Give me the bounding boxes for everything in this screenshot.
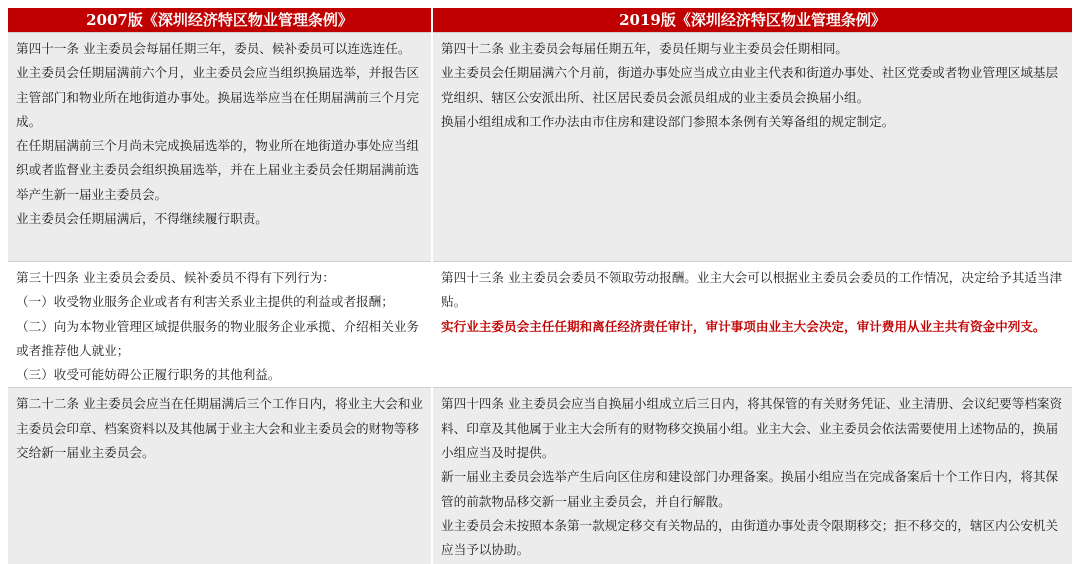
paragraph: 第四十一条 业主委员会每届任期三年，委员、候补委员可以连选连任。: [16, 41, 411, 56]
paragraph: 第四十二条 业主委员会每届任期五年，委员任期与业主委员会任期相同。: [441, 41, 849, 56]
paragraph: 业主委员会未按照本条第一款规定移交有关物品的，由街道办事处责令限期移交；拒不移交的，辖区内公安机关应当予以协助。: [441, 517, 1059, 558]
paragraph: 第四十三条 业主委员会委员不领取劳动报酬。业主大会可以根据业主委员会委员的工作情况，决定给予其适当津贴。: [441, 270, 1063, 310]
paragraph: 第四十四条 业主委员会应当自换届小组成立后三日内，将其保管的有关财务凭证、业主清册、会议纪要等档案资料、印章及其他属于业主大会所有的财物移交换届小组。业主大会、业主委员会依法需要使用上述物品的，换届小组应当及时提供。: [441, 396, 1063, 461]
cell-2019-compensation: [432, 262, 1072, 388]
paragraph: （一）收受物业服务企业或者有利害关系业主提供的利益或者报酬；: [16, 294, 394, 310]
header-2019-version: 2019版《深圳经济特区物业管理条例》: [432, 8, 1072, 33]
paragraph: 第二十二条 业主委员会应当在任期届满后三个工作日内，将业主大会和业主委员会印章、档案资料以及其他属于业主大会和业主委员会的财物等移交给新一届业主委员会。: [16, 396, 424, 461]
paragraph: 业主委员会任期届满前六个月，业主委员会应当组织换届选举，并报告区主管部门和物业所在地街道办事处。换届选举应当在任期届满前三个月完成。: [16, 65, 419, 129]
table-header-row: [8, 8, 1072, 33]
table-row: [8, 33, 1072, 262]
regulation-comparison-table: [8, 8, 1072, 564]
paragraph: （二）向为本物业管理区域提供服务的物业服务企业承揽、介绍相关业务或者推荐他人就业；: [16, 318, 419, 358]
cell-2007-term: [8, 33, 432, 262]
paragraph: 业主委员会任期届满六个月前，街道办事处应当成立由业主代表和街道办事处、社区党委或者物业管理区域基层党组织、辖区公安派出所、社区居民委员会派员组成的业主委员会换届小组。: [441, 65, 1059, 105]
paragraph: 在任期届满前三个月尚未完成换届选举的，物业所在地街道办事处应当组织或者监督业主委员会组织换届选举，并在上届业主委员会任期届满前选举产生新一届业主委员会。: [16, 138, 419, 202]
cell-2007-handover: [8, 388, 432, 564]
paragraph: 新一届业主委员会选举产生后向区住房和建设部门办理备案。换届小组应当在完成备案后十个工作日内，将其保管的前款物品移交新一届业主委员会，并自行解散。: [441, 469, 1059, 509]
paragraph: 换届小组组成和工作办法由市住房和建设部门参照本条例有关筹备组的规定制定。: [441, 113, 895, 129]
cell-2019-handover: [432, 388, 1072, 564]
cell-2019-term: [432, 33, 1072, 262]
highlighted-paragraph: 实行业主委员会主任任期和离任经济责任审计，审计事项由业主大会决定，审计费用从业主共有资金中列支。: [441, 318, 1046, 334]
paragraph: 业主委员会任期届满后，不得继续履行职责。: [16, 211, 268, 227]
header-2007-version: 2007版《深圳经济特区物业管理条例》: [8, 8, 432, 33]
paragraph: （三）收受可能妨碍公正履行职务的其他利益。: [16, 367, 281, 383]
table-row: [8, 388, 1072, 564]
comparison-table-container: [8, 8, 1072, 558]
table-row: [8, 262, 1072, 388]
paragraph: 第三十四条 业主委员会委员、候补委员不得有下列行为：: [16, 270, 335, 285]
cell-2007-conduct: [8, 262, 432, 388]
